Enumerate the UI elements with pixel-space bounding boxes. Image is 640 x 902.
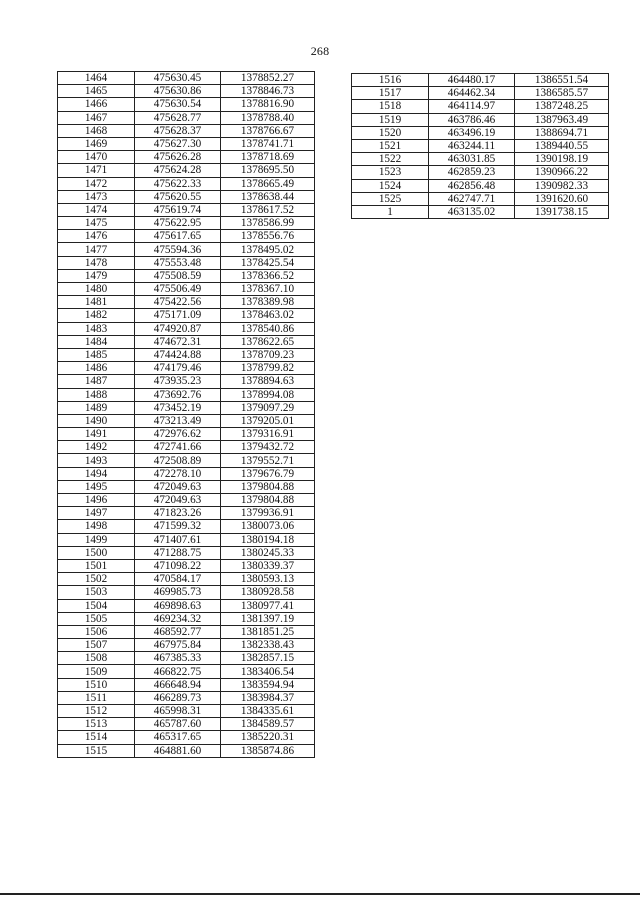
x-coordinate-cell: 469985.73 xyxy=(135,586,221,599)
point-number-cell: 1523 xyxy=(352,166,429,179)
point-number-cell: 1480 xyxy=(58,283,135,296)
table-row xyxy=(58,164,315,177)
x-coordinate-cell: 462747.71 xyxy=(429,192,515,205)
y-coordinate-cell: 1378766.67 xyxy=(221,124,315,137)
table-row xyxy=(352,87,609,100)
table-row xyxy=(58,375,315,388)
point-number-cell: 1519 xyxy=(352,113,429,126)
point-number-cell: 1508 xyxy=(58,652,135,665)
x-coordinate-cell: 464114.97 xyxy=(429,100,515,113)
x-coordinate-cell: 465317.65 xyxy=(135,731,221,744)
point-number-cell: 1486 xyxy=(58,362,135,375)
y-coordinate-cell: 1383406.54 xyxy=(221,665,315,678)
point-number-cell: 1467 xyxy=(58,111,135,124)
y-coordinate-cell: 1380245.33 xyxy=(221,546,315,559)
y-coordinate-cell: 1387248.25 xyxy=(515,100,609,113)
x-coordinate-cell: 466289.73 xyxy=(135,691,221,704)
x-coordinate-cell: 475620.55 xyxy=(135,190,221,203)
x-coordinate-cell: 471288.75 xyxy=(135,546,221,559)
point-number-cell: 1485 xyxy=(58,348,135,361)
y-coordinate-cell: 1383984.37 xyxy=(221,691,315,704)
bottom-rule xyxy=(0,893,640,895)
table-row xyxy=(58,441,315,454)
table-body xyxy=(352,74,609,219)
x-coordinate-cell: 472741.66 xyxy=(135,441,221,454)
page-number: 268 xyxy=(310,44,330,58)
y-coordinate-cell: 1378816.90 xyxy=(221,98,315,111)
x-coordinate-cell: 475622.33 xyxy=(135,177,221,190)
table-row xyxy=(58,731,315,744)
x-coordinate-cell: 473935.23 xyxy=(135,375,221,388)
table-row xyxy=(58,520,315,533)
table-row xyxy=(58,480,315,493)
x-coordinate-cell: 467975.84 xyxy=(135,639,221,652)
x-coordinate-cell: 475422.56 xyxy=(135,296,221,309)
x-coordinate-cell: 464480.17 xyxy=(429,74,515,87)
coordinates-table-left xyxy=(57,71,315,758)
table-row xyxy=(58,283,315,296)
point-number-cell: 1466 xyxy=(58,98,135,111)
point-number-cell: 1470 xyxy=(58,151,135,164)
x-coordinate-cell: 462859.23 xyxy=(429,166,515,179)
table-row xyxy=(352,166,609,179)
x-coordinate-cell: 463031.85 xyxy=(429,153,515,166)
table-row xyxy=(58,744,315,757)
point-number-cell: 1495 xyxy=(58,480,135,493)
y-coordinate-cell: 1379552.71 xyxy=(221,454,315,467)
x-coordinate-cell: 474179.46 xyxy=(135,362,221,375)
point-number-cell: 1491 xyxy=(58,428,135,441)
table-row xyxy=(352,153,609,166)
table-row xyxy=(58,705,315,718)
point-number-cell: 1474 xyxy=(58,203,135,216)
table-row xyxy=(58,507,315,520)
x-coordinate-cell: 463496.19 xyxy=(429,126,515,139)
point-number-cell: 1469 xyxy=(58,137,135,150)
x-coordinate-cell: 464881.60 xyxy=(135,744,221,757)
point-number-cell: 1514 xyxy=(58,731,135,744)
x-coordinate-cell: 467385.33 xyxy=(135,652,221,665)
x-coordinate-cell: 472976.62 xyxy=(135,428,221,441)
point-number-cell: 1516 xyxy=(352,74,429,87)
point-number-cell: 1478 xyxy=(58,256,135,269)
y-coordinate-cell: 1378709.23 xyxy=(221,348,315,361)
table-row xyxy=(58,678,315,691)
y-coordinate-cell: 1379205.01 xyxy=(221,414,315,427)
point-number-cell: 1493 xyxy=(58,454,135,467)
y-coordinate-cell: 1383594.94 xyxy=(221,678,315,691)
table-row xyxy=(352,126,609,139)
table-row xyxy=(58,414,315,427)
point-number-cell: 1504 xyxy=(58,599,135,612)
point-number-cell: 1484 xyxy=(58,335,135,348)
point-number-cell: 1489 xyxy=(58,401,135,414)
x-coordinate-cell: 464462.34 xyxy=(429,87,515,100)
table-row xyxy=(58,296,315,309)
table-row xyxy=(352,74,609,87)
y-coordinate-cell: 1378586.99 xyxy=(221,217,315,230)
table-row xyxy=(58,428,315,441)
point-number-cell: 1503 xyxy=(58,586,135,599)
table-row xyxy=(58,230,315,243)
point-number-cell: 1475 xyxy=(58,217,135,230)
point-number-cell: 1511 xyxy=(58,691,135,704)
point-number-cell: 1488 xyxy=(58,388,135,401)
point-number-cell: 1465 xyxy=(58,85,135,98)
table-row xyxy=(58,573,315,586)
x-coordinate-cell: 471599.32 xyxy=(135,520,221,533)
y-coordinate-cell: 1384335.61 xyxy=(221,705,315,718)
x-coordinate-cell: 474672.31 xyxy=(135,335,221,348)
x-coordinate-cell: 463786.46 xyxy=(429,113,515,126)
y-coordinate-cell: 1381397.19 xyxy=(221,612,315,625)
y-coordinate-cell: 1379097.29 xyxy=(221,401,315,414)
x-coordinate-cell: 475628.37 xyxy=(135,124,221,137)
table-row xyxy=(352,139,609,152)
table-row xyxy=(58,401,315,414)
table-row xyxy=(58,243,315,256)
x-coordinate-cell: 475594.36 xyxy=(135,243,221,256)
y-coordinate-cell: 1378425.54 xyxy=(221,256,315,269)
y-coordinate-cell: 1378389.98 xyxy=(221,296,315,309)
y-coordinate-cell: 1385874.86 xyxy=(221,744,315,757)
x-coordinate-cell: 474424.88 xyxy=(135,348,221,361)
y-coordinate-cell: 1378788.40 xyxy=(221,111,315,124)
y-coordinate-cell: 1378894.63 xyxy=(221,375,315,388)
y-coordinate-cell: 1385220.31 xyxy=(221,731,315,744)
y-coordinate-cell: 1378718.69 xyxy=(221,151,315,164)
x-coordinate-cell: 475622.95 xyxy=(135,217,221,230)
point-number-cell: 1502 xyxy=(58,573,135,586)
y-coordinate-cell: 1382338.43 xyxy=(221,639,315,652)
point-number-cell: 1505 xyxy=(58,612,135,625)
table-row xyxy=(58,362,315,375)
point-number-cell: 1483 xyxy=(58,322,135,335)
point-number-cell: 1520 xyxy=(352,126,429,139)
table-row xyxy=(58,124,315,137)
x-coordinate-cell: 463135.02 xyxy=(429,205,515,218)
table-row xyxy=(352,100,609,113)
table-row xyxy=(58,652,315,665)
point-number-cell: 1510 xyxy=(58,678,135,691)
table-row xyxy=(58,639,315,652)
x-coordinate-cell: 475630.54 xyxy=(135,98,221,111)
x-coordinate-cell: 468592.77 xyxy=(135,625,221,638)
point-number-cell: 1512 xyxy=(58,705,135,718)
y-coordinate-cell: 1386585.57 xyxy=(515,87,609,100)
y-coordinate-cell: 1378665.49 xyxy=(221,177,315,190)
y-coordinate-cell: 1386551.54 xyxy=(515,74,609,87)
y-coordinate-cell: 1390966.22 xyxy=(515,166,609,179)
y-coordinate-cell: 1384589.57 xyxy=(221,718,315,731)
table-row xyxy=(352,179,609,192)
point-number-cell: 1481 xyxy=(58,296,135,309)
x-coordinate-cell: 465998.31 xyxy=(135,705,221,718)
y-coordinate-cell: 1378638.44 xyxy=(221,190,315,203)
point-number-cell: 1518 xyxy=(352,100,429,113)
table-row xyxy=(58,494,315,507)
table-row xyxy=(58,98,315,111)
point-number-cell: 1472 xyxy=(58,177,135,190)
x-coordinate-cell: 472049.63 xyxy=(135,480,221,493)
table-row xyxy=(58,467,315,480)
point-number-cell: 1471 xyxy=(58,164,135,177)
x-coordinate-cell: 475171.09 xyxy=(135,309,221,322)
y-coordinate-cell: 1378367.10 xyxy=(221,283,315,296)
y-coordinate-cell: 1378540.86 xyxy=(221,322,315,335)
x-coordinate-cell: 465787.60 xyxy=(135,718,221,731)
x-coordinate-cell: 475619.74 xyxy=(135,203,221,216)
y-coordinate-cell: 1389440.55 xyxy=(515,139,609,152)
table-row xyxy=(58,612,315,625)
point-number-cell: 1468 xyxy=(58,124,135,137)
x-coordinate-cell: 466648.94 xyxy=(135,678,221,691)
coordinates-table-right xyxy=(351,73,609,219)
y-coordinate-cell: 1378556.76 xyxy=(221,230,315,243)
point-number-cell: 1507 xyxy=(58,639,135,652)
table-row xyxy=(58,137,315,150)
y-coordinate-cell: 1380194.18 xyxy=(221,533,315,546)
table-row xyxy=(58,625,315,638)
x-coordinate-cell: 474920.87 xyxy=(135,322,221,335)
y-coordinate-cell: 1381851.25 xyxy=(221,625,315,638)
table-row xyxy=(58,322,315,335)
y-coordinate-cell: 1390982.33 xyxy=(515,179,609,192)
y-coordinate-cell: 1379804.88 xyxy=(221,480,315,493)
table-row xyxy=(352,192,609,205)
table-row xyxy=(58,177,315,190)
y-coordinate-cell: 1387963.49 xyxy=(515,113,609,126)
y-coordinate-cell: 1380593.13 xyxy=(221,573,315,586)
table-row xyxy=(58,586,315,599)
x-coordinate-cell: 462856.48 xyxy=(429,179,515,192)
x-coordinate-cell: 471823.26 xyxy=(135,507,221,520)
table-row xyxy=(58,454,315,467)
x-coordinate-cell: 469898.63 xyxy=(135,599,221,612)
point-number-cell: 1498 xyxy=(58,520,135,533)
point-number-cell: 1494 xyxy=(58,467,135,480)
x-coordinate-cell: 469234.32 xyxy=(135,612,221,625)
y-coordinate-cell: 1378617.52 xyxy=(221,203,315,216)
table-row xyxy=(58,256,315,269)
y-coordinate-cell: 1390198.19 xyxy=(515,153,609,166)
y-coordinate-cell: 1380339.37 xyxy=(221,559,315,572)
x-coordinate-cell: 475508.59 xyxy=(135,269,221,282)
y-coordinate-cell: 1380977.41 xyxy=(221,599,315,612)
point-number-cell: 1487 xyxy=(58,375,135,388)
x-coordinate-cell: 463244.11 xyxy=(429,139,515,152)
table-row xyxy=(58,269,315,282)
y-coordinate-cell: 1379936.91 xyxy=(221,507,315,520)
x-coordinate-cell: 475624.28 xyxy=(135,164,221,177)
point-number-cell: 1513 xyxy=(58,718,135,731)
y-coordinate-cell: 1378799.82 xyxy=(221,362,315,375)
y-coordinate-cell: 1391738.15 xyxy=(515,205,609,218)
point-number-cell: 1524 xyxy=(352,179,429,192)
y-coordinate-cell: 1379676.79 xyxy=(221,467,315,480)
x-coordinate-cell: 475553.48 xyxy=(135,256,221,269)
point-number-cell: 1499 xyxy=(58,533,135,546)
x-coordinate-cell: 472049.63 xyxy=(135,494,221,507)
table-row xyxy=(58,72,315,85)
point-number-cell: 1509 xyxy=(58,665,135,678)
y-coordinate-cell: 1379804.88 xyxy=(221,494,315,507)
point-number-cell: 1496 xyxy=(58,494,135,507)
y-coordinate-cell: 1378366.52 xyxy=(221,269,315,282)
x-coordinate-cell: 470584.17 xyxy=(135,573,221,586)
y-coordinate-cell: 1378495.02 xyxy=(221,243,315,256)
table-row xyxy=(58,599,315,612)
y-coordinate-cell: 1391620.60 xyxy=(515,192,609,205)
point-number-cell: 1521 xyxy=(352,139,429,152)
y-coordinate-cell: 1382857.15 xyxy=(221,652,315,665)
table-row xyxy=(352,113,609,126)
table-row xyxy=(58,151,315,164)
point-number-cell: 1501 xyxy=(58,559,135,572)
x-coordinate-cell: 475627.30 xyxy=(135,137,221,150)
x-coordinate-cell: 472278.10 xyxy=(135,467,221,480)
point-number-cell: 1464 xyxy=(58,72,135,85)
table-row xyxy=(58,309,315,322)
table-row xyxy=(58,388,315,401)
table-body xyxy=(58,72,315,758)
x-coordinate-cell: 475626.28 xyxy=(135,151,221,164)
table-row xyxy=(58,85,315,98)
table-row xyxy=(58,217,315,230)
point-number-cell: 1479 xyxy=(58,269,135,282)
y-coordinate-cell: 1380073.06 xyxy=(221,520,315,533)
x-coordinate-cell: 475630.45 xyxy=(135,72,221,85)
x-coordinate-cell: 473692.76 xyxy=(135,388,221,401)
table-row xyxy=(58,546,315,559)
table-row xyxy=(58,348,315,361)
table-row xyxy=(58,335,315,348)
point-number-cell: 1492 xyxy=(58,441,135,454)
x-coordinate-cell: 471098.22 xyxy=(135,559,221,572)
table-row xyxy=(58,665,315,678)
y-coordinate-cell: 1380928.58 xyxy=(221,586,315,599)
y-coordinate-cell: 1379316.91 xyxy=(221,428,315,441)
table-row xyxy=(58,111,315,124)
table-row xyxy=(352,205,609,218)
x-coordinate-cell: 473213.49 xyxy=(135,414,221,427)
table-row xyxy=(58,559,315,572)
point-number-cell: 1506 xyxy=(58,625,135,638)
y-coordinate-cell: 1378622.65 xyxy=(221,335,315,348)
table-row xyxy=(58,190,315,203)
point-number-cell: 1497 xyxy=(58,507,135,520)
y-coordinate-cell: 1378463.02 xyxy=(221,309,315,322)
point-number-cell: 1490 xyxy=(58,414,135,427)
point-number-cell: 1515 xyxy=(58,744,135,757)
y-coordinate-cell: 1378846.73 xyxy=(221,85,315,98)
y-coordinate-cell: 1379432.72 xyxy=(221,441,315,454)
point-number-cell: 1525 xyxy=(352,192,429,205)
point-number-cell: 1473 xyxy=(58,190,135,203)
y-coordinate-cell: 1388694.71 xyxy=(515,126,609,139)
point-number-cell: 1517 xyxy=(352,87,429,100)
table-row xyxy=(58,203,315,216)
table-row xyxy=(58,533,315,546)
point-number-cell: 1477 xyxy=(58,243,135,256)
point-number-cell: 1500 xyxy=(58,546,135,559)
point-number-cell: 1 xyxy=(352,205,429,218)
x-coordinate-cell: 471407.61 xyxy=(135,533,221,546)
x-coordinate-cell: 466822.75 xyxy=(135,665,221,678)
x-coordinate-cell: 475628.77 xyxy=(135,111,221,124)
y-coordinate-cell: 1378695.50 xyxy=(221,164,315,177)
x-coordinate-cell: 472508.89 xyxy=(135,454,221,467)
x-coordinate-cell: 475506.49 xyxy=(135,283,221,296)
x-coordinate-cell: 475630.86 xyxy=(135,85,221,98)
y-coordinate-cell: 1378994.08 xyxy=(221,388,315,401)
point-number-cell: 1476 xyxy=(58,230,135,243)
table-row xyxy=(58,691,315,704)
y-coordinate-cell: 1378741.71 xyxy=(221,137,315,150)
x-coordinate-cell: 475617.65 xyxy=(135,230,221,243)
point-number-cell: 1522 xyxy=(352,153,429,166)
x-coordinate-cell: 473452.19 xyxy=(135,401,221,414)
point-number-cell: 1482 xyxy=(58,309,135,322)
y-coordinate-cell: 1378852.27 xyxy=(221,72,315,85)
table-row xyxy=(58,718,315,731)
